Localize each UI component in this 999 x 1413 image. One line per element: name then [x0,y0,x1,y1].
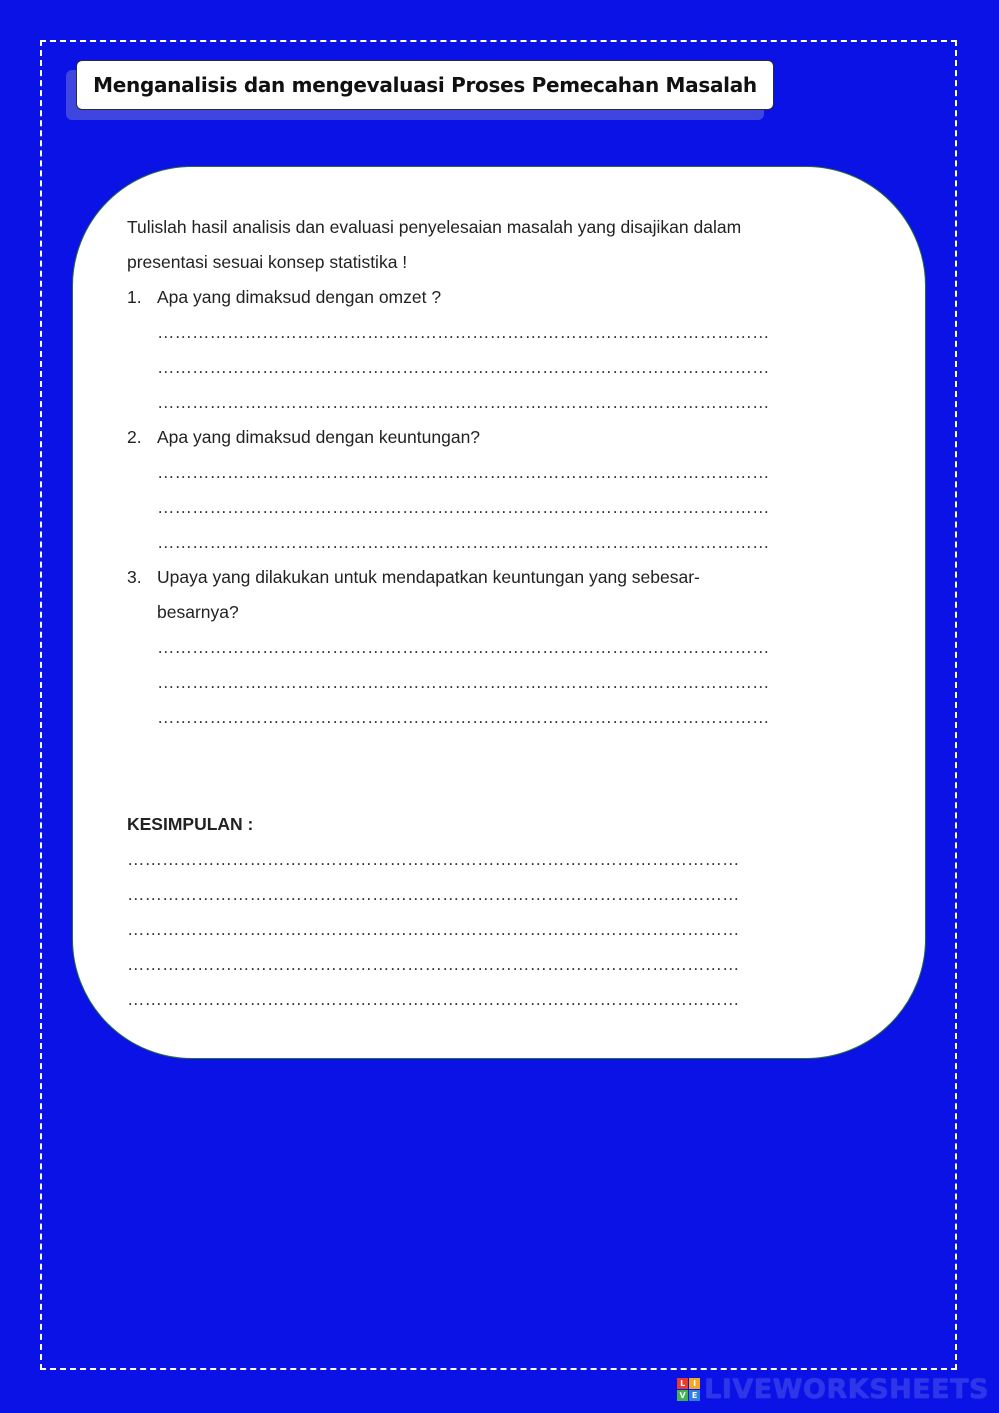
question-number: 3. [127,567,142,587]
answer-field[interactable]: …………………………………………………………………………………………… [157,672,770,692]
logo-letter: I [689,1378,700,1389]
question-text: Upaya yang dilakukan untuk mendapatkan keuntungan yang sebesar- [157,567,700,587]
question-3 [127,560,867,595]
answer-field[interactable]: …………………………………………………………………………………………… [157,462,770,482]
question-text-continued: besarnya? [157,602,239,622]
liveworksheets-logo-icon [677,1378,700,1401]
conclusion-field[interactable]: …………………………………………………………………………………………… [127,884,740,904]
logo-letter: L [677,1378,688,1389]
intro-line: Tulislah hasil analisis dan evaluasi penyelesaian masalah yang disajikan dalam [127,217,742,237]
question-number: 2. [127,427,142,447]
logo-letter: E [689,1390,700,1401]
conclusion-field[interactable]: …………………………………………………………………………………………… [127,849,740,869]
answer-field[interactable]: …………………………………………………………………………………………… [157,392,770,412]
question-text: Apa yang dimaksud dengan omzet ? [157,287,442,307]
answer-field[interactable]: …………………………………………………………………………………………… [157,322,770,342]
conclusion-label: KESIMPULAN : [127,814,254,834]
title-box [76,60,774,110]
answer-field[interactable]: …………………………………………………………………………………………… [157,637,770,657]
answer-field[interactable]: …………………………………………………………………………………………… [157,707,770,727]
page-title: Menganalisis dan mengevaluasi Proses Pemecahan Masalah [93,73,757,97]
answer-field[interactable]: …………………………………………………………………………………………… [157,357,770,377]
conclusion-field[interactable]: …………………………………………………………………………………………… [127,954,740,974]
conclusion-field[interactable]: …………………………………………………………………………………………… [127,919,740,939]
answer-field[interactable]: …………………………………………………………………………………………… [157,532,770,552]
intro-line: presentasi sesuai konsep statistika ! [127,252,408,272]
question-2 [127,420,867,455]
liveworksheets-watermark [677,1374,989,1405]
question-number: 1. [127,287,142,307]
logo-letter: V [677,1390,688,1401]
question-text: Apa yang dimaksud dengan keuntungan? [157,427,481,447]
conclusion-field[interactable]: …………………………………………………………………………………………… [127,989,740,1009]
question-1 [127,280,867,315]
worksheet-content [127,210,867,1017]
answer-field[interactable]: …………………………………………………………………………………………… [157,497,770,517]
watermark-text: LIVEWORKSHEETS [704,1374,989,1405]
